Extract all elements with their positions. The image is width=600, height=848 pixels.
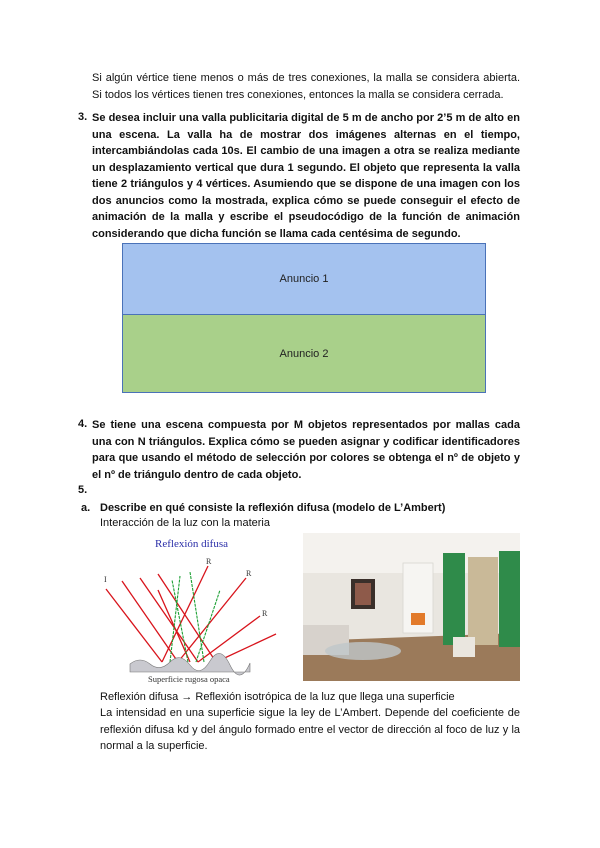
room-photo xyxy=(303,533,520,681)
ray xyxy=(196,590,220,662)
ad-2-box xyxy=(122,315,486,393)
question-5a-title: Describe en qué consiste la reflexión difusa (modelo de L’Ambert) xyxy=(100,502,446,514)
ad-1-label: Anuncio 1 xyxy=(279,273,329,285)
question-4-number: 4. xyxy=(78,418,88,430)
rough-surface xyxy=(130,653,250,675)
photo-table xyxy=(325,642,401,660)
diffuse-definition: Reflexión difusa → Reflexión isotrópica de la luz que llega una superficie xyxy=(100,691,455,703)
intro-paragraph: Si algún vértice tiene menos o más de tres conexiones, la malla se considera abierta. Si todos los vértices tienen tres conexiones, entonces la malla se considera cerrada. xyxy=(92,72,520,101)
ad-2-label: Anuncio 2 xyxy=(279,347,329,360)
question-3-number: 3. xyxy=(78,111,88,123)
reflected-label-2: R xyxy=(246,569,252,578)
surface-label: Superficie rugosa opaca xyxy=(148,674,230,684)
reflected-label-3: R xyxy=(262,609,268,618)
lambert-paragraph: La intensidad en una superficie sigue la ley de L’Ambert. Depende del coeficiente de reflexión difusa kd y del ángulo formado entre el vector de dirección al foco de luz y la normal a la superficie. xyxy=(100,707,520,752)
photo-door-right xyxy=(499,551,520,647)
ray xyxy=(106,589,162,662)
question-5-number: 5. xyxy=(78,484,88,496)
photo-painting-inner xyxy=(355,583,371,605)
ray xyxy=(158,574,216,662)
reflected-label-1: R xyxy=(206,557,212,566)
diffuse-reflection-diagram xyxy=(100,534,290,684)
photo-doorway xyxy=(468,557,498,645)
photo-fire xyxy=(411,613,425,625)
incident-label: I xyxy=(104,575,107,584)
ad-1-box xyxy=(122,243,486,315)
incident-rays xyxy=(106,574,216,662)
question-5a-intro: Interacción de la luz con la materia xyxy=(100,517,270,529)
ray xyxy=(190,572,204,662)
ray xyxy=(198,616,260,662)
scattered-rays xyxy=(170,572,220,662)
photo-chair xyxy=(453,637,475,657)
question-4-text: Se tiene una escena compuesta por M objetos representados por mallas cada una con N triángulos. Explica cómo se pueden asignar y codificar identificadores para que usando el método de selección por colores se obtenga el nº de objeto y el nº de triángulo dentro de cada objeto. xyxy=(92,419,520,481)
question-3-text: Se desea incluir una valla publicitaria digital de 5 m de ancho por 2’5 m de alto en una escena. La valla ha de mostrar dos imágenes alternas en el tiempo, intercambiándolas cada 10s. El cambio de una imagen a otra se realiza mediante un desplazamiento vertical que dura 1 segundo. El objeto que representa la valla tiene 2 triángulos y 4 vértices. Asumiendo que se dispone de una imagen con los dos anuncios como la mostrada, explica cómo se puede conseguir el efecto de animación de la malla y escribe el pseudocódigo de la función de animación considerando que dicha función se llama cada centésima de segundo. xyxy=(92,112,520,240)
diagram-title: Reflexión difusa xyxy=(155,538,229,550)
photo-door-left xyxy=(443,553,465,645)
question-5a-letter: a. xyxy=(81,502,91,514)
